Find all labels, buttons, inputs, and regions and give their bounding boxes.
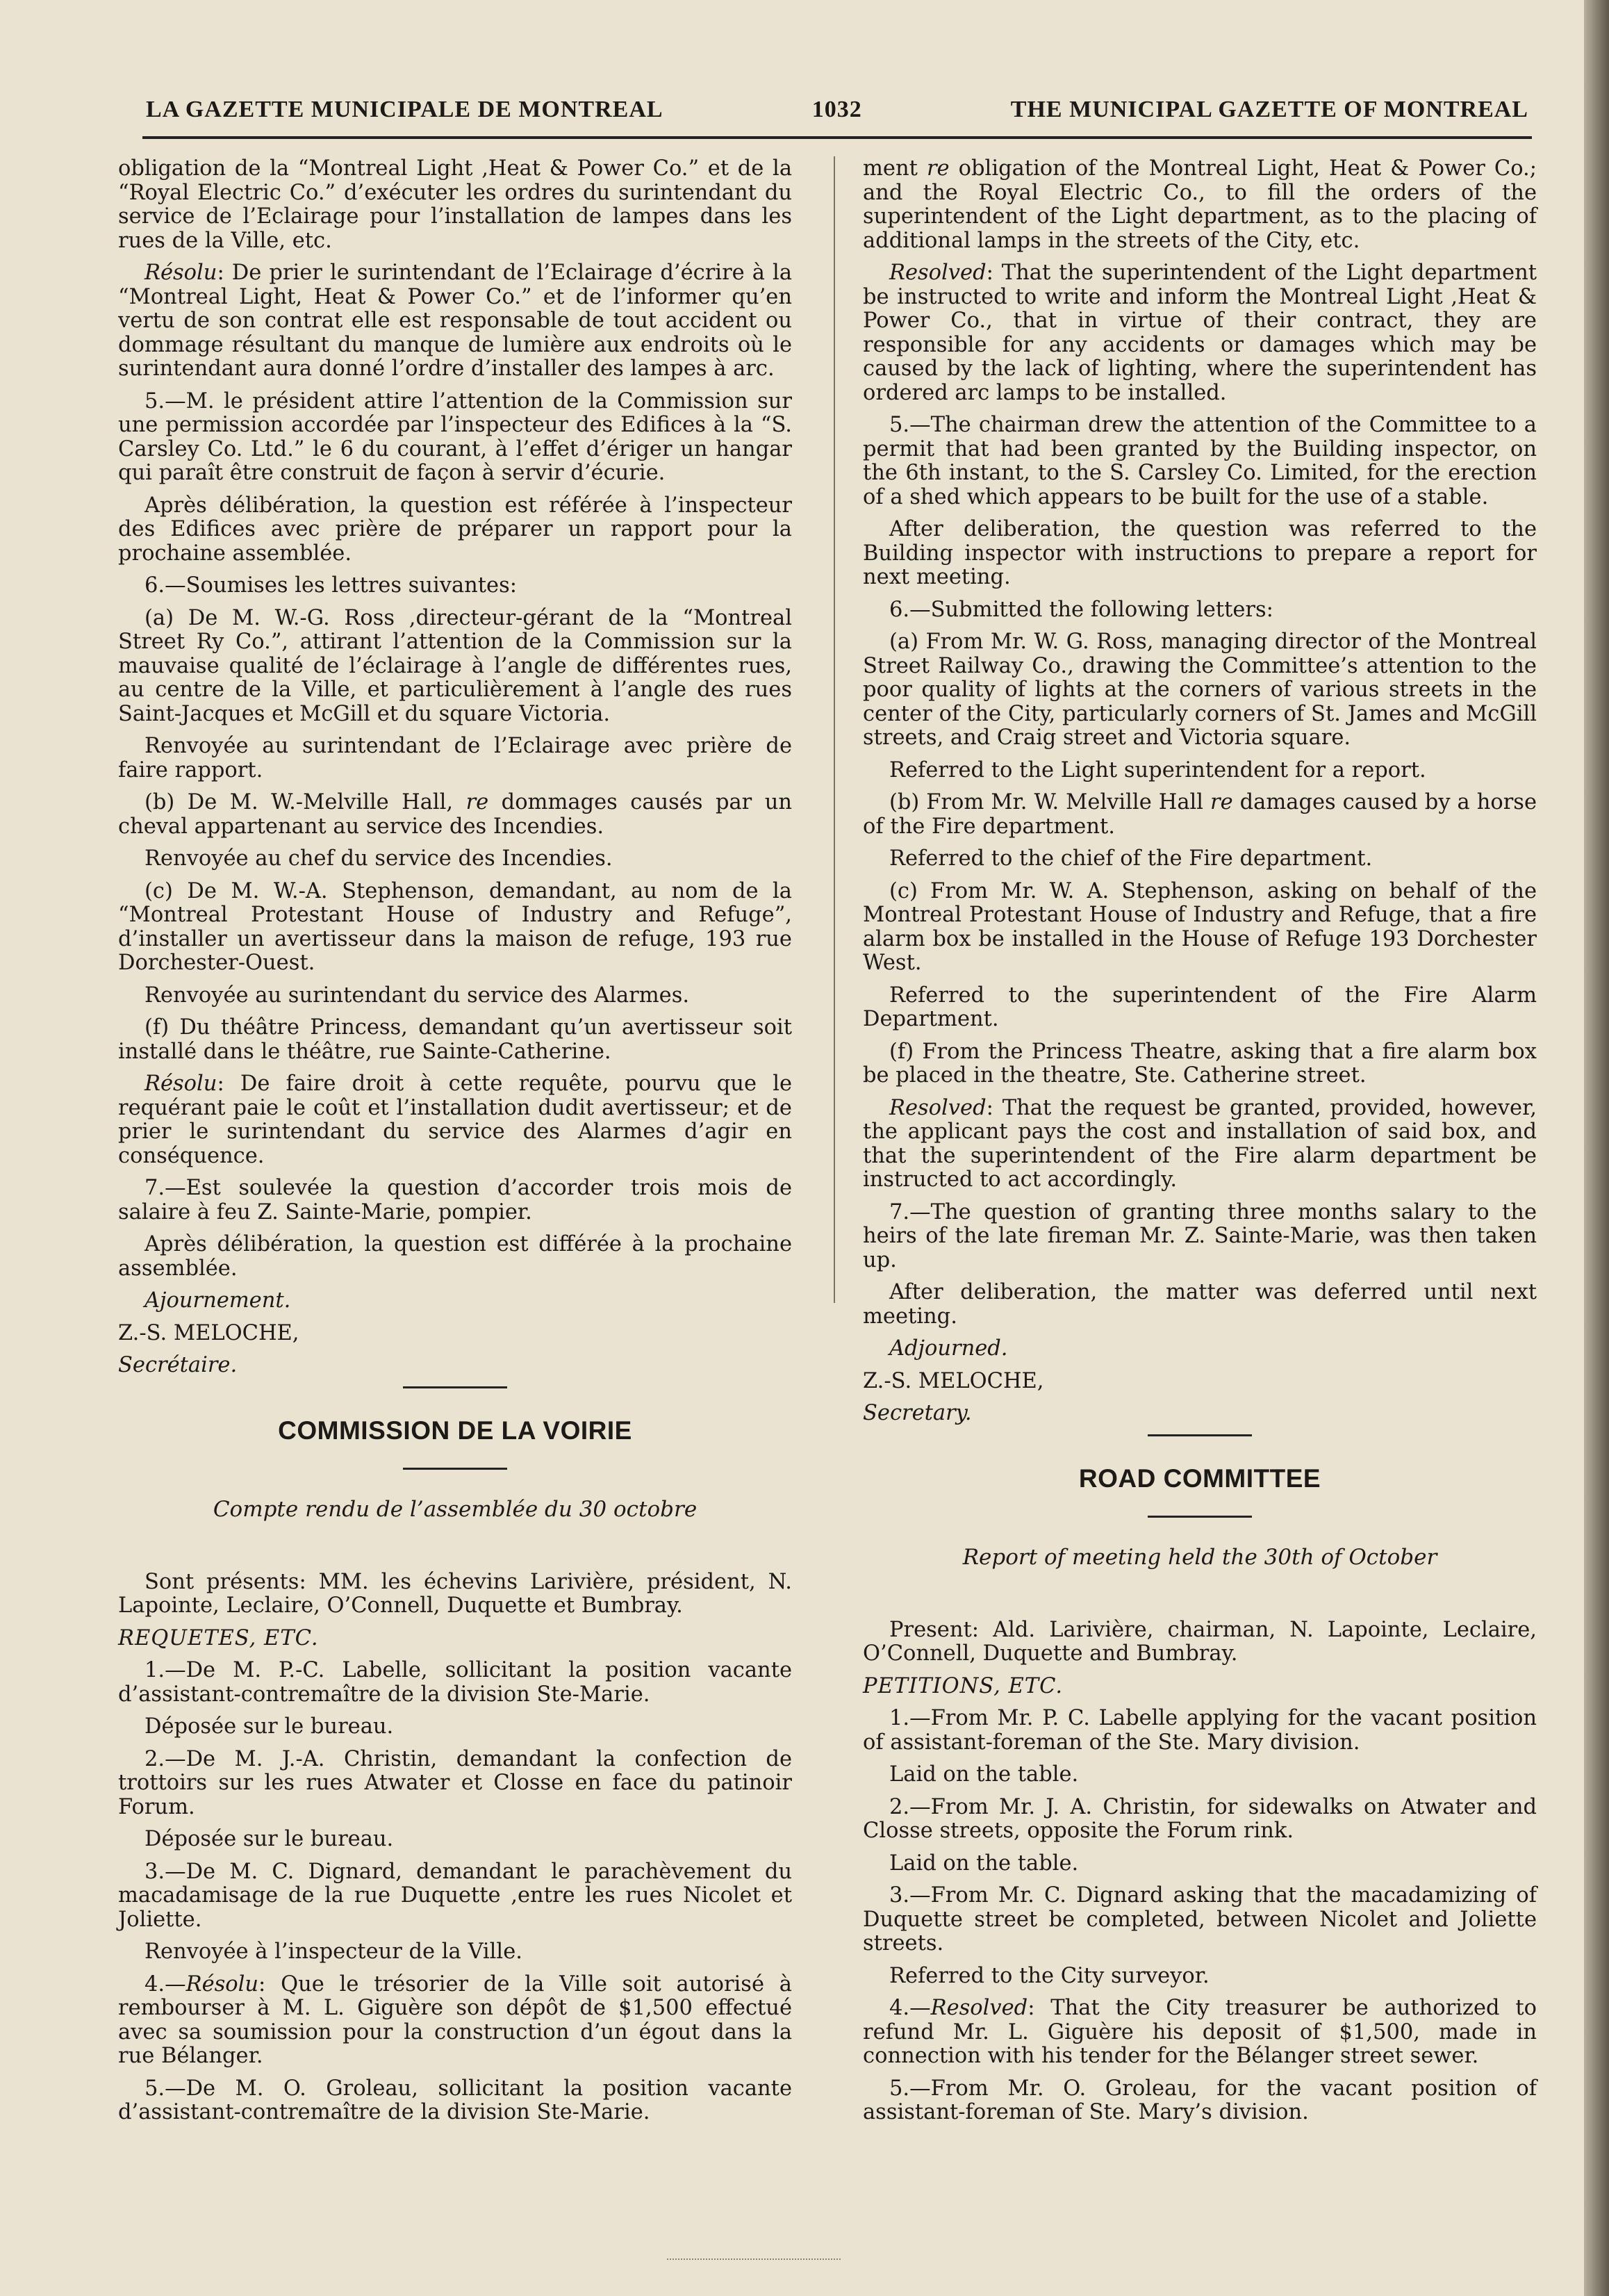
request-item: 3.—De M. C. Dignard, demandant le parachèvement du macadamisage de la rue Duquette ,entre les rues Nicolet et Joliette. <box>118 1859 792 1932</box>
english-column <box>863 157 1537 2133</box>
resolution-label: Resolved <box>889 261 987 285</box>
paragraph: (f) From the Princess Theatre, asking that a fire alarm box be placed in the theatre, Ste. Catherine street. <box>863 1039 1537 1088</box>
paragraph: Renvoyée au surintendant de l’Eclairage avec prière de faire rapport. <box>118 734 792 782</box>
petition-disposition: Laid on the table. <box>889 1762 1079 1787</box>
text: (b) From Mr. W. Melville Hall <box>889 790 1211 814</box>
text: : Que le trésorier de la Ville soit autorisé à rembourser à M. L. Giguère son dépôt de $1,500 effectué avec sa soumission pour la construction d’un égout dans la rue Bélanger. <box>118 1971 792 2068</box>
column-divider <box>834 156 835 1303</box>
re-label: re <box>926 156 950 181</box>
paragraph: Après délibération, la question est différée à la prochaine assemblée. <box>118 1232 792 1281</box>
paragraph <box>863 261 1537 405</box>
bottom-rule <box>667 2258 841 2260</box>
text: 4.— <box>145 1971 186 1996</box>
paragraph <box>118 791 792 839</box>
adjournment: Adjourned. <box>889 1336 1008 1361</box>
petition-item: 2.—From Mr. J. A. Christin, for sidewalks on Atwater and Closse streets, opposite the Forum rink. <box>863 1794 1537 1843</box>
resolution-label: Résolu <box>185 1971 259 1996</box>
signature-title: Secrétaire. <box>118 1353 238 1377</box>
paragraph: Referred to the Light superintendent for a report. <box>889 757 1426 782</box>
request-disposition: Déposée sur le bureau. <box>145 1714 394 1739</box>
paragraph <box>118 261 792 382</box>
resolution-label: Résolu <box>145 1072 217 1096</box>
resolution-label: Resolved <box>889 1095 987 1120</box>
signature-title: Secretary. <box>863 1401 972 1425</box>
paragraph: (a) From Mr. W. G. Ross, managing director of the Montreal Street Railway Co., drawing the Committee’s attention to the poor quality of lights at the corners of various streets in the center of the City, particularly corners of St. James and McGill streets, and Craig street and Victoria square. <box>863 630 1537 750</box>
paragraph: Referred to the superintendent of the Fire Alarm Department. <box>863 983 1537 1031</box>
re-label: re <box>465 790 489 814</box>
text: obligation of the Montreal Light, Heat & Power Co.; and the Royal Electric Co., to fill the orders of the superintendent of the Light department, as to the placing of additional lamps in the streets of the City, etc. <box>863 156 1537 253</box>
resolution-text: : That the request be granted, provided, however, the applicant pays the cost and installation of said box, and that the superintendent of the Fire alarm department be instructed to act accordingly. <box>863 1095 1537 1192</box>
paragraph: (f) Du théâtre Princess, demandant qu’un avertisseur soit installé dans le théâtre, rue Sainte-Catherine. <box>118 1015 792 1064</box>
paragraph: (c) From Mr. W. A. Stephenson, asking on behalf of the Montreal Protestant House of Industry and Refuge, that a fire alarm box be installed in the House of Refuge 193 Dorchester West. <box>863 878 1537 975</box>
text: ment <box>863 156 927 181</box>
paragraph: 5.—M. le président attire l’attention de la Commission sur une permission accordée par l’inspecteur des Edifices à la “S. Carsley Co. Ltd.” le 6 du courant, à l’effet d’ériger un hangar qui paraît être construit de façon à servir d’écurie. <box>118 388 792 485</box>
paragraph: Renvoyée au chef du service des Incendies. <box>145 846 613 871</box>
paragraph <box>863 791 1537 839</box>
petitions-heading: PETITIONS, ETC. <box>863 1673 1064 1698</box>
section-rule <box>403 1468 507 1470</box>
paragraph <box>863 157 1537 253</box>
header-french-title: LA GAZETTE MUNICIPALE DE MONTREAL <box>146 97 663 122</box>
resolution-label: Resolved <box>930 1996 1028 2020</box>
running-header <box>146 92 1528 128</box>
section-subtitle: Compte rendu de l’assemblée du 30 octobre <box>213 1497 698 1522</box>
paragraph: 7.—The question of granting three months salary to the heirs of the late fireman Mr. Z. Sainte-Marie, was then taken up. <box>863 1199 1537 1272</box>
french-column <box>118 157 792 2133</box>
page-edge-shadow <box>1584 0 1609 2296</box>
section-rule <box>1148 1434 1252 1436</box>
text: (b) De M. W.-Melville Hall, <box>145 790 466 814</box>
section-title: COMMISSION DE LA VOIRIE <box>278 1416 632 1445</box>
section-subtitle: Report of meeting held the 30th of October <box>962 1545 1437 1570</box>
petition-item <box>863 1996 1537 2069</box>
request-item: 2.—De M. J.-A. Christin, demandant la confection de trottoirs sur les rues Atwater et Closse en face du patinoir Forum. <box>118 1746 792 1819</box>
header-rule <box>142 136 1532 139</box>
paragraph: 6.—Submitted the following letters: <box>889 597 1273 622</box>
request-disposition: Renvoyée à l’inspecteur de la Ville. <box>145 1940 522 1964</box>
attendance: Sont présents: MM. les échevins Larivière, président, N. Lapointe, Leclaire, O’Connell, Duquette et Bumbray. <box>118 1569 792 1618</box>
paragraph <box>863 1097 1537 1192</box>
paragraph: Après délibération, la question est référée à l’inspecteur des Edifices avec prière de préparer un rapport pour la prochaine assemblée. <box>118 493 792 566</box>
paragraph: Renvoyée au surintendant du service des Alarmes. <box>145 983 690 1008</box>
paragraph: 7.—Est soulevée la question d’accorder trois mois de salaire à feu Z. Sainte-Marie, pompier. <box>118 1176 792 1224</box>
petition-item: 1.—From Mr. P. C. Labelle applying for the vacant position of assistant-foreman of the Ste. Mary division. <box>863 1706 1537 1755</box>
resolution-text: : That the superintendent of the Light department be instructed to write and inform the Montreal Light ,Heat & Power Co., that in virtue of their contract, they are responsible for any accidents or damages which may be caused by the lack of lighting, where the superintendent has ordered arc lamps to be installed. <box>863 261 1537 405</box>
request-item <box>118 1973 792 2069</box>
request-item: 5.—De M. O. Groleau, sollicitant la position vacante d’assistant-contremaître de la division Ste-Marie. <box>118 2076 792 2124</box>
paragraph: (a) De M. W.-G. Ross ,directeur-gérant de la “Montreal Street Ry Co.”, attirant l’attention de la Commission sur la mauvaise qualité de l’éclairage à l’angle de différentes rues, au centre de la Ville, et particulièrement à l’angle des rues Saint-Jacques et McGill et du square Victoria. <box>118 605 792 726</box>
page-number: 1032 <box>811 97 862 122</box>
request-item: 1.—De M. P.-C. Labelle, sollicitant la position vacante d’assistant-contremaître de la division Ste-Marie. <box>118 1658 792 1707</box>
attendance: Present: Ald. Larivière, chairman, N. Lapointe, Leclaire, O’Connell, Duquette and Bumbray. <box>863 1617 1537 1666</box>
signature-name: Z.-S. MELOCHE, <box>863 1368 1044 1393</box>
adjournment: Ajournement. <box>145 1288 291 1313</box>
section-title: ROAD COMMITTEE <box>1078 1463 1321 1493</box>
petition-disposition: Laid on the table. <box>889 1851 1079 1876</box>
paragraph: After deliberation, the matter was deferred until next meeting. <box>863 1280 1537 1329</box>
petition-item: 3.—From Mr. C. Dignard asking that the macadamizing of Duquette street be completed, between Nicolet and Joliette streets. <box>863 1883 1537 1955</box>
section-rule <box>403 1386 507 1388</box>
petition-disposition: Referred to the City surveyor. <box>889 1963 1210 1988</box>
text: dommages causés par un cheval appartenant au service des Incendies. <box>118 790 792 839</box>
request-disposition: Déposée sur le bureau. <box>145 1827 394 1851</box>
resolution-label: Résolu <box>145 261 217 285</box>
header-english-title: THE MUNICIPAL GAZETTE OF MONTREAL <box>1010 97 1528 122</box>
paragraph <box>118 1072 792 1168</box>
section-rule <box>1148 1516 1252 1518</box>
resolution-text: : De faire droit à cette requête, pourvu que le requérant paie le coût et l’installation dudit avertisseur; et de prier le surintendant du service des Alarmes d’agir en conséquence. <box>118 1072 792 1168</box>
signature-name: Z.-S. MELOCHE, <box>118 1320 299 1345</box>
resolution-text: : De prier le surintendant de l’Eclairage d’écrire à la “Montreal Light, Heat & Power Co.” et de l’informer qu’en vertu de son contrat elle est responsable de tout accident ou dommage résultant du manque de lumière aux endroits où le surintendant aura donné l’ordre d’installer des lampes à arc. <box>118 261 792 381</box>
re-label: re <box>1210 790 1233 814</box>
paragraph: obligation de la “Montreal Light ,Heat & Power Co.” et de la “Royal Electric Co.” d’exécuter les ordres du surintendant du service de l’Eclairage pour l’installation de lampes dans les rues de la Ville, etc. <box>118 156 792 253</box>
requests-heading: REQUETES, ETC. <box>118 1625 319 1650</box>
text: damages caused by a horse of the Fire department. <box>863 790 1537 839</box>
petition-item: 5.—From Mr. O. Groleau, for the vacant position of assistant-foreman of Ste. Mary’s division. <box>863 2076 1537 2124</box>
paragraph: 6.—Soumises les lettres suivantes: <box>145 573 518 598</box>
paragraph: 5.—The chairman drew the attention of the Committee to a permit that had been granted by the Building inspector, on the 6th instant, to the S. Carsley Co. Limited, for the erection of a shed which appears to be built for the use of a stable. <box>863 413 1537 509</box>
text: : That the City treasurer be authorized to refund Mr. L. Giguère his deposit of $1,500, made in connection with his tender for the Bélanger street sewer. <box>863 1996 1537 2068</box>
text: 4.— <box>889 1996 931 2020</box>
paragraph: (c) De M. W.-A. Stephenson, demandant, au nom de la “Montreal Protestant House of Industry and Refuge”, d’installer un avertisseur dans la maison de refuge, 193 rue Dorchester-Ouest. <box>118 878 792 975</box>
paragraph: Referred to the chief of the Fire department. <box>889 846 1373 871</box>
paragraph: After deliberation, the question was referred to the Building inspector with instructions to prepare a report for next meeting. <box>863 517 1537 589</box>
